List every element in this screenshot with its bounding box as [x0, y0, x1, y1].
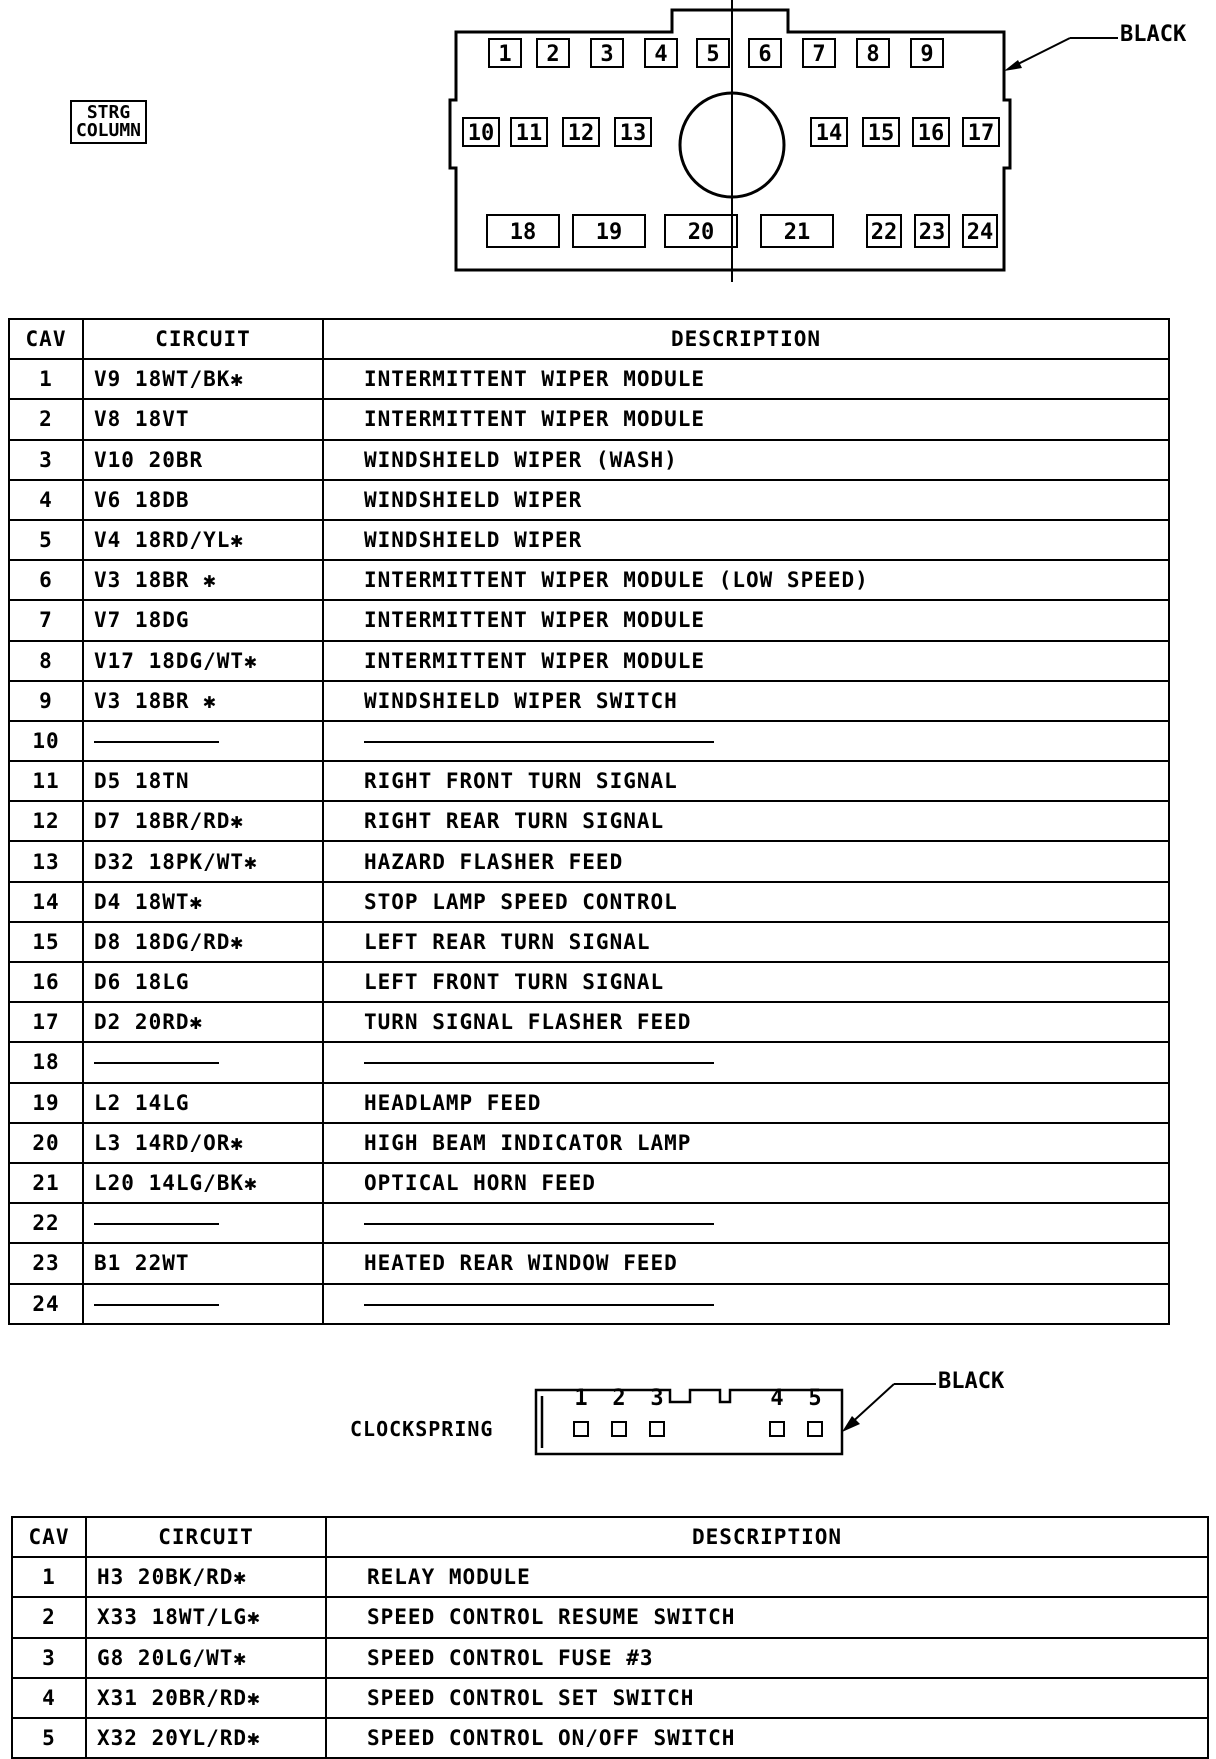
cell-circuit: L3 14RD/OR✱	[83, 1123, 323, 1163]
cavity-label: 11	[510, 117, 548, 147]
table-row	[12, 1557, 1208, 1597]
cell-cav: 14	[9, 882, 83, 922]
cavity-label: 19	[572, 214, 646, 248]
cell-description: WINDSHIELD WIPER (WASH)	[323, 440, 1169, 480]
cell-circuit	[83, 721, 323, 761]
cell-description	[323, 1042, 1169, 1082]
cell-circuit: V3 18BR ✱	[83, 560, 323, 600]
cell-circuit: L20 14LG/BK✱	[83, 1163, 323, 1203]
unused-cavity-dash	[94, 1304, 219, 1306]
cell-cav: 4	[9, 480, 83, 520]
cell-description	[323, 1203, 1169, 1243]
clockspring-cavity-socket	[573, 1421, 589, 1437]
cell-description: HEATED REAR WINDOW FEED	[323, 1243, 1169, 1283]
table-row	[9, 480, 1169, 520]
table-row	[12, 1638, 1208, 1678]
cell-description: INTERMITTENT WIPER MODULE	[323, 641, 1169, 681]
header-circuit: CIRCUIT	[83, 319, 323, 359]
header-cav: CAV	[12, 1517, 86, 1557]
cell-cav: 11	[9, 761, 83, 801]
cell-cav: 18	[9, 1042, 83, 1082]
cell-description: WINDSHIELD WIPER	[323, 520, 1169, 560]
cavity-label: 9	[910, 38, 944, 68]
cell-circuit	[83, 1042, 323, 1082]
table-row	[9, 520, 1169, 560]
main-connector-table	[8, 318, 1170, 1325]
cell-circuit: X33 18WT/LG✱	[86, 1597, 326, 1637]
cell-description: LEFT FRONT TURN SIGNAL	[323, 962, 1169, 1002]
table-row	[9, 841, 1169, 881]
cell-description: TURN SIGNAL FLASHER FEED	[323, 1002, 1169, 1042]
cell-description: INTERMITTENT WIPER MODULE	[323, 600, 1169, 640]
cavity-label: 4	[644, 38, 678, 68]
cell-description: INTERMITTENT WIPER MODULE (LOW SPEED)	[323, 560, 1169, 600]
table-row	[9, 882, 1169, 922]
unused-cavity-dash	[94, 1223, 219, 1225]
cell-cav: 17	[9, 1002, 83, 1042]
clockspring-label: CLOCKSPRING	[350, 1417, 494, 1441]
cell-description: HEADLAMP FEED	[323, 1083, 1169, 1123]
table-row	[9, 1163, 1169, 1203]
cell-cav: 20	[9, 1123, 83, 1163]
table-row	[9, 962, 1169, 1002]
table-row	[9, 440, 1169, 480]
unused-cavity-dash	[364, 1304, 714, 1306]
cavity-label: 15	[862, 117, 900, 147]
cavity-label: 14	[810, 117, 848, 147]
unused-cavity-dash	[364, 1223, 714, 1225]
table-row	[9, 922, 1169, 962]
cell-circuit: V3 18BR ✱	[83, 681, 323, 721]
cell-cav: 22	[9, 1203, 83, 1243]
cell-circuit: D2 20RD✱	[83, 1002, 323, 1042]
cell-description: HAZARD FLASHER FEED	[323, 841, 1169, 881]
cavity-label: 20	[664, 214, 738, 248]
cell-circuit	[83, 1203, 323, 1243]
cell-cav: 7	[9, 600, 83, 640]
clockspring-cavity-number: 3	[650, 1386, 664, 1411]
table-row	[9, 641, 1169, 681]
table-row	[9, 1284, 1169, 1324]
steering-column-label	[70, 100, 147, 144]
cell-cav: 3	[9, 440, 83, 480]
cell-description: RIGHT FRONT TURN SIGNAL	[323, 761, 1169, 801]
steering-column-label-line1: STRG	[86, 102, 131, 123]
table-row	[9, 1243, 1169, 1283]
cell-cav: 10	[9, 721, 83, 761]
cell-cav: 5	[9, 520, 83, 560]
cavity-label: 7	[802, 38, 836, 68]
cavity-label: 1	[488, 38, 522, 68]
header-circuit: CIRCUIT	[86, 1517, 326, 1557]
cell-description: WINDSHIELD WIPER	[323, 480, 1169, 520]
cell-circuit: D4 18WT✱	[83, 882, 323, 922]
unused-cavity-dash	[94, 741, 219, 743]
cell-circuit: X32 20YL/RD✱	[86, 1718, 326, 1758]
clockspring-cavity-number: 5	[808, 1386, 822, 1411]
cell-description: SPEED CONTROL RESUME SWITCH	[326, 1597, 1208, 1637]
cell-cav: 8	[9, 641, 83, 681]
clockspring-cavity-socket	[649, 1421, 665, 1437]
cell-circuit	[83, 1284, 323, 1324]
cell-description: WINDSHIELD WIPER SWITCH	[323, 681, 1169, 721]
cavity-label: 13	[614, 117, 652, 147]
cell-description	[323, 721, 1169, 761]
cell-circuit: V8 18VT	[83, 399, 323, 439]
cell-description: SPEED CONTROL ON/OFF SWITCH	[326, 1718, 1208, 1758]
table-row	[12, 1678, 1208, 1718]
clockspring-cavity-socket	[807, 1421, 823, 1437]
clockspring-table	[11, 1516, 1209, 1759]
cell-circuit: V10 20BR	[83, 440, 323, 480]
unused-cavity-dash	[364, 1062, 714, 1064]
cavity-label: 5	[696, 38, 730, 68]
cell-cav: 5	[12, 1718, 86, 1758]
table-row	[9, 721, 1169, 761]
cell-circuit: D7 18BR/RD✱	[83, 801, 323, 841]
table-row	[12, 1718, 1208, 1758]
clockspring-cavity-socket	[611, 1421, 627, 1437]
cell-cav: 24	[9, 1284, 83, 1324]
cell-circuit: V4 18RD/YL✱	[83, 520, 323, 560]
cell-cav: 2	[12, 1597, 86, 1637]
cavity-label: 17	[962, 117, 1000, 147]
cell-cav: 19	[9, 1083, 83, 1123]
table-row	[9, 681, 1169, 721]
cell-description: INTERMITTENT WIPER MODULE	[323, 359, 1169, 399]
cell-description: RELAY MODULE	[326, 1557, 1208, 1597]
unused-cavity-dash	[364, 741, 714, 743]
cell-description: OPTICAL HORN FEED	[323, 1163, 1169, 1203]
cell-cav: 9	[9, 681, 83, 721]
table-row	[9, 801, 1169, 841]
cell-circuit: D8 18DG/RD✱	[83, 922, 323, 962]
clockspring-color-label: BLACK	[938, 1369, 1005, 1394]
steering-column-label-line2: COLUMN	[76, 120, 142, 141]
clockspring-cavity-number: 4	[770, 1386, 784, 1411]
cell-circuit: V7 18DG	[83, 600, 323, 640]
cell-description	[323, 1284, 1169, 1324]
cavity-label: 10	[462, 117, 500, 147]
table-row	[9, 399, 1169, 439]
cavity-label: 12	[562, 117, 600, 147]
main-connector-leader-arrow	[1000, 30, 1120, 80]
cavity-label: 22	[866, 214, 902, 248]
cavity-label: 23	[914, 214, 950, 248]
cell-circuit: D5 18TN	[83, 761, 323, 801]
cell-cav: 21	[9, 1163, 83, 1203]
table-row	[9, 1123, 1169, 1163]
cell-cav: 2	[9, 399, 83, 439]
cavity-label: 2	[536, 38, 570, 68]
table-row	[12, 1597, 1208, 1637]
clockspring-cavity-number: 1	[574, 1386, 588, 1411]
cell-description: RIGHT REAR TURN SIGNAL	[323, 801, 1169, 841]
cell-circuit: V9 18WT/BK✱	[83, 359, 323, 399]
table-row	[9, 600, 1169, 640]
cell-circuit: L2 14LG	[83, 1083, 323, 1123]
table-row	[9, 761, 1169, 801]
cavity-label: 3	[590, 38, 624, 68]
header-description: DESCRIPTION	[326, 1517, 1208, 1557]
cell-description: HIGH BEAM INDICATOR LAMP	[323, 1123, 1169, 1163]
unused-cavity-dash	[94, 1062, 219, 1064]
cell-cav: 4	[12, 1678, 86, 1718]
cell-circuit: G8 20LG/WT✱	[86, 1638, 326, 1678]
cell-cav: 1	[9, 359, 83, 399]
cell-circuit: D6 18LG	[83, 962, 323, 1002]
cavity-label: 16	[912, 117, 950, 147]
clockspring-cavity-socket	[769, 1421, 785, 1437]
cell-cav: 23	[9, 1243, 83, 1283]
cavity-label: 24	[962, 214, 998, 248]
cell-description: LEFT REAR TURN SIGNAL	[323, 922, 1169, 962]
table-row	[9, 1083, 1169, 1123]
cell-circuit: V6 18DB	[83, 480, 323, 520]
cavity-label: 21	[760, 214, 834, 248]
cell-circuit: X31 20BR/RD✱	[86, 1678, 326, 1718]
cell-cav: 13	[9, 841, 83, 881]
cell-circuit: V17 18DG/WT✱	[83, 641, 323, 681]
cell-circuit: H3 20BK/RD✱	[86, 1557, 326, 1597]
cell-circuit: D32 18PK/WT✱	[83, 841, 323, 881]
cell-description: STOP LAMP SPEED CONTROL	[323, 882, 1169, 922]
cell-cav: 12	[9, 801, 83, 841]
header-cav: CAV	[9, 319, 83, 359]
cell-cav: 16	[9, 962, 83, 1002]
cell-description: SPEED CONTROL SET SWITCH	[326, 1678, 1208, 1718]
table-row	[9, 1002, 1169, 1042]
main-connector-color-label: BLACK	[1120, 22, 1187, 47]
cell-description: SPEED CONTROL FUSE #3	[326, 1638, 1208, 1678]
cavity-label: 6	[748, 38, 782, 68]
table-row	[9, 1042, 1169, 1082]
cell-cav: 6	[9, 560, 83, 600]
table-row	[9, 359, 1169, 399]
cavity-label: 8	[856, 38, 890, 68]
cavity-label: 18	[486, 214, 560, 248]
clockspring-leader-arrow	[838, 1378, 938, 1438]
cell-cav: 15	[9, 922, 83, 962]
cell-cav: 3	[12, 1638, 86, 1678]
header-description: DESCRIPTION	[323, 319, 1169, 359]
cell-description: INTERMITTENT WIPER MODULE	[323, 399, 1169, 439]
table-row	[9, 560, 1169, 600]
cell-cav: 1	[12, 1557, 86, 1597]
cell-circuit: B1 22WT	[83, 1243, 323, 1283]
clockspring-cavity-number: 2	[612, 1386, 626, 1411]
table-row	[9, 1203, 1169, 1243]
